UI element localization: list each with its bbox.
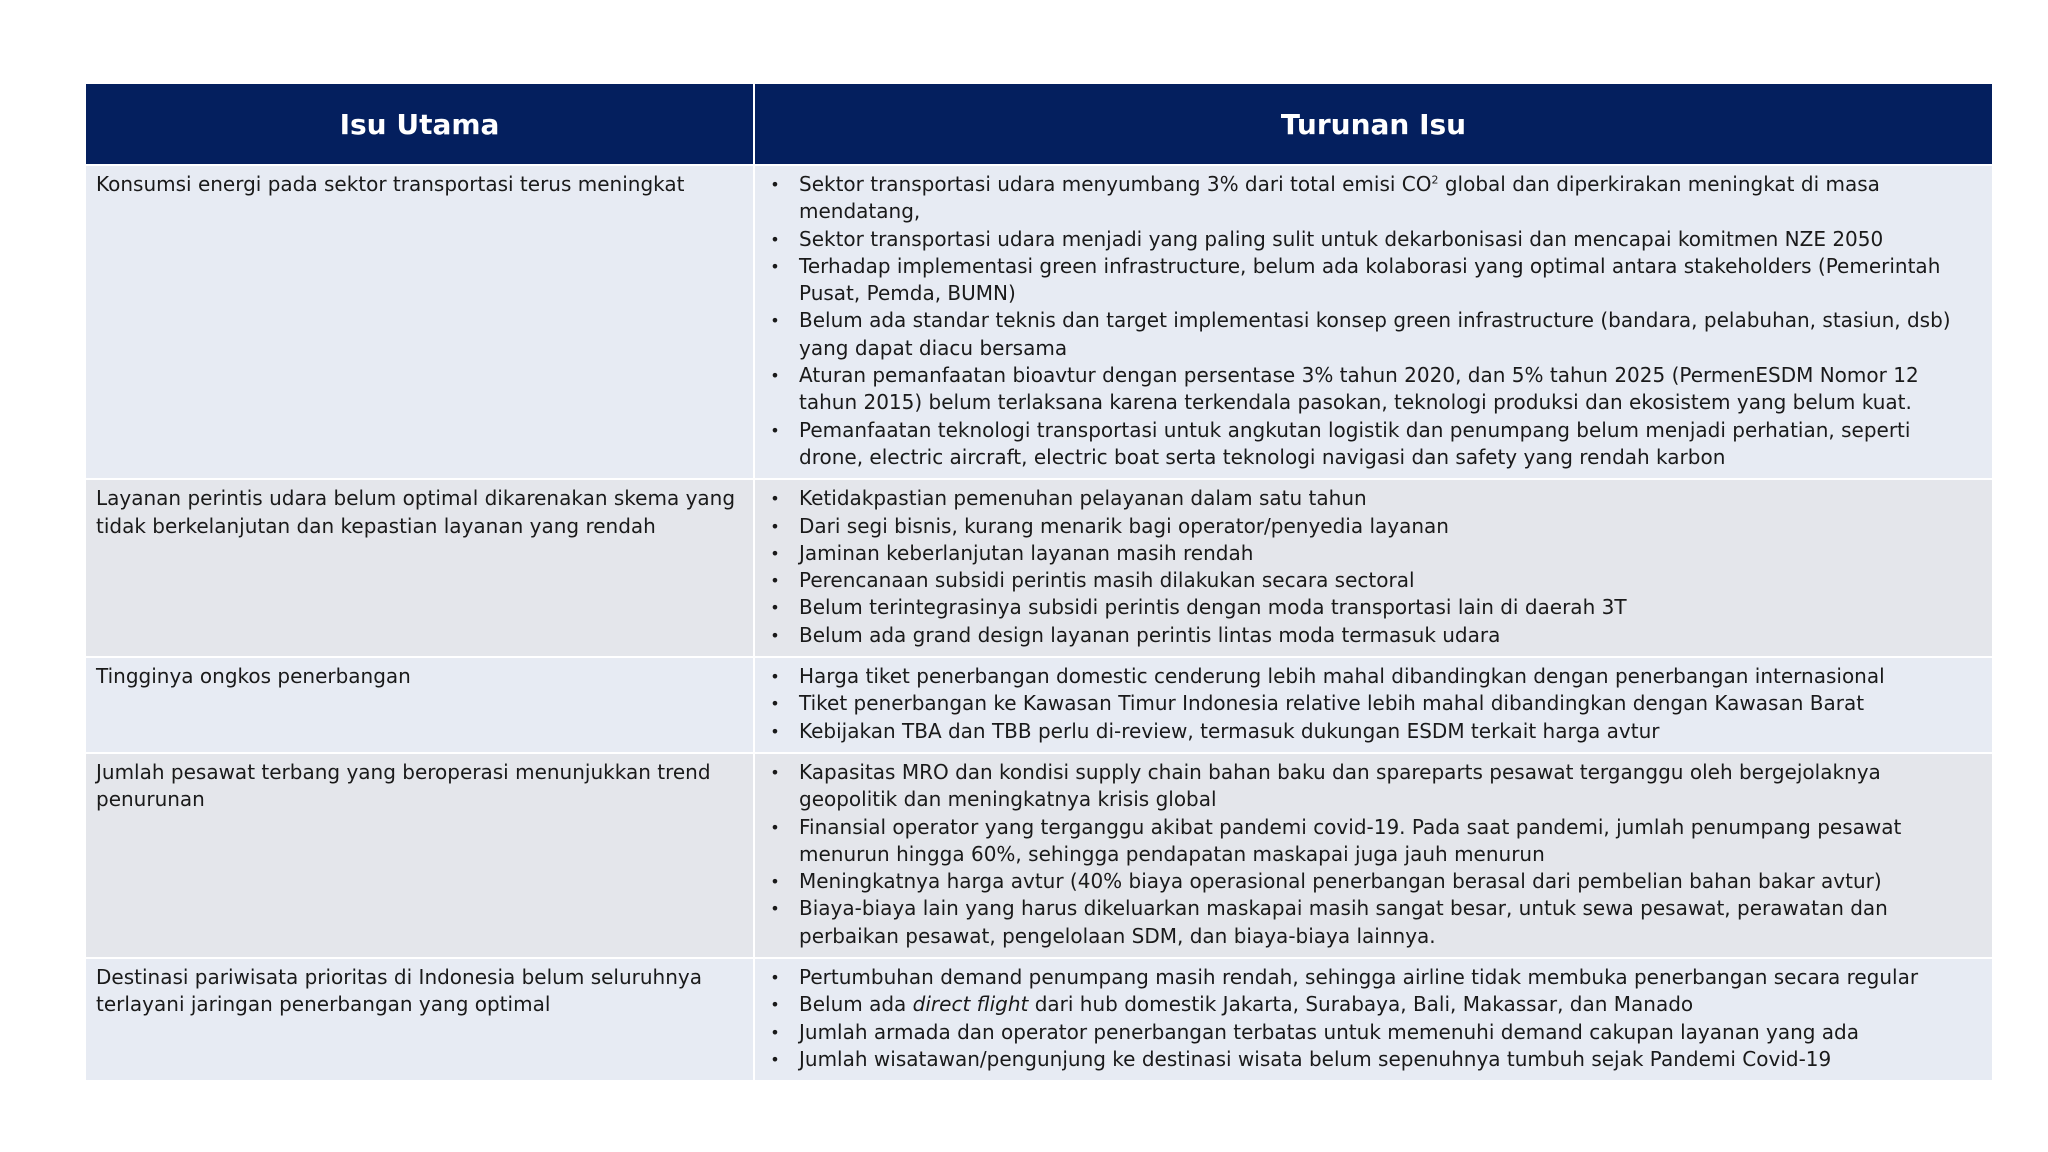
list-item: [765, 1019, 1980, 1046]
list-item: [765, 868, 1980, 895]
derived-issues-list: [765, 663, 1980, 745]
derived-issues-list: [765, 485, 1980, 649]
bullet-icon: •: [770, 256, 780, 276]
bullet-icon: •: [770, 366, 780, 386]
list-item-text: Pertumbuhan demand penumpang masih rendah, sehingga airline tidak membuka penerbangan secara regular: [799, 965, 1919, 990]
list-item-text: Jaminan keberlanjutan layanan masih rendah: [799, 540, 1254, 565]
list-item-text: Sektor transportasi udara menyumbang 3% dari total emisi CO: [799, 172, 1432, 196]
list-item: [765, 1046, 1980, 1073]
list-item-text: Belum ada grand design layanan perintis lintas moda termasuk udara: [799, 622, 1501, 647]
list-item-text: global dan diperkirakan meningkat di masa mendatang,: [799, 172, 1880, 224]
list-item: [765, 226, 1980, 253]
list-item: [765, 759, 1980, 814]
bullet-icon: •: [770, 1022, 780, 1042]
issue-cell: Jumlah pesawat terbang yang beroperasi menunjukkan trend penurunan: [86, 754, 755, 957]
list-item: [765, 690, 1980, 717]
derived-issues-cell: [755, 480, 1992, 656]
bullet-icon: •: [770, 229, 780, 249]
issue-cell: Konsumsi energi pada sektor transportasi terus meningkat: [86, 166, 755, 478]
derived-issues-cell: [755, 959, 1992, 1080]
list-item: [765, 814, 1980, 869]
bullet-icon: •: [770, 420, 780, 440]
list-item-text: Terhadap implementasi green infrastructure, belum ada kolaborasi yang optimal antara stakeholders (Pemerintah Pusat, Pemda, BUMN): [799, 253, 1941, 306]
derived-issues-cell: [755, 658, 1992, 752]
list-item-text: Meningkatnya harga avtur (40% biaya operasional penerbangan berasal dari pembelian bahan bakar avtur): [799, 869, 1882, 894]
bullet-icon: •: [770, 667, 780, 687]
table-body: [86, 164, 1992, 1080]
bullet-icon: •: [770, 625, 780, 645]
table-row: [86, 957, 1992, 1080]
list-item: [765, 417, 1980, 472]
bullet-icon: •: [770, 175, 780, 194]
list-item-text: Finansial operator yang terganggu akibat pandemi covid-19. Pada saat pandemi, jumlah penumpang pesawat menurun hingga 60%, sehingga pendapatan maskapai juga jauh menurun: [799, 814, 1902, 866]
list-item: [765, 991, 1980, 1018]
bullet-icon: •: [770, 311, 780, 331]
list-item-text: dari hub domestik Jakarta, Surabaya, Bali, Makassar, dan Manado: [1028, 992, 1694, 1017]
table-header: [86, 84, 1992, 164]
issue-cell: Layanan perintis udara belum optimal dikarenakan skema yang tidak berkelanjutan dan kepastian layanan yang rendah: [86, 480, 755, 656]
derived-issues-list: [765, 759, 1980, 950]
list-item-text: Perencanaan subsidi perintis masih dilakukan secara sectoral: [799, 568, 1415, 593]
table-row: [86, 164, 1992, 478]
list-item: [765, 253, 1980, 308]
list-item: [765, 622, 1980, 649]
bullet-icon: •: [770, 543, 780, 563]
bullet-icon: •: [770, 516, 780, 536]
list-item: [765, 594, 1980, 621]
bullet-icon: •: [770, 721, 780, 741]
bullet-icon: •: [770, 872, 780, 892]
list-item-text: Harga tiket penerbangan domestic cenderung lebih mahal dibandingkan dengan penerbangan internasional: [799, 664, 1885, 689]
list-item: [765, 718, 1980, 745]
bullet-icon: •: [770, 817, 780, 837]
issue-cell: Destinasi pariwisata prioritas di Indonesia belum seluruhnya terlayani jaringan penerbangan yang optimal: [86, 959, 755, 1080]
derived-issues-cell: [755, 754, 1992, 957]
list-item-text: Tiket penerbangan ke Kawasan Timur Indonesia relative lebih mahal dibandingkan dengan Kawasan Barat: [799, 691, 1865, 716]
derived-issues-list: [765, 171, 1980, 471]
list-item: [765, 513, 1980, 540]
list-item: [765, 540, 1980, 567]
list-item: [765, 485, 1980, 512]
header-isu-utama: Isu Utama: [86, 84, 755, 164]
list-item-text: Biaya-biaya lain yang harus dikeluarkan maskapai masih sangat besar, untuk sewa pesawat, perawatan dan perbaikan pesawat, pengelolaan SDM, dan biaya-biaya lainnya.: [799, 896, 1888, 948]
list-item-text: Jumlah armada dan operator penerbangan terbatas untuk memenuhi demand cakupan layanan yang ada: [799, 1019, 1860, 1044]
list-item: [765, 663, 1980, 690]
list-item: [765, 362, 1980, 417]
table-row: [86, 752, 1992, 957]
bullet-icon: •: [770, 968, 780, 988]
header-turunan-isu: Turunan Isu: [1280, 107, 1467, 141]
list-item-text: Kebijakan TBA dan TBB perlu di-review, termasuk dukungan ESDM terkait harga avtur: [799, 718, 1660, 743]
derived-issues-cell: [755, 166, 1992, 478]
list-item: [765, 567, 1980, 594]
list-item-text: Ketidakpastian pemenuhan pelayanan dalam satu tahun: [799, 486, 1367, 511]
list-item-text: Sektor transportasi udara menjadi yang paling sulit untuk dekarbonisasi dan mencapai komitmen NZE 2050: [799, 226, 1884, 251]
emphasized-text: direct flight: [912, 992, 1029, 1017]
bullet-icon: •: [770, 1049, 780, 1069]
bullet-icon: •: [770, 571, 780, 591]
list-item-text: Pemanfaatan teknologi transportasi untuk angkutan logistik dan penumpang belum menjadi perhatian, seperti drone, electric aircraft, electric boat serta teknologi navigasi dan safety yang rendah karbon: [799, 417, 1911, 469]
list-item-text: Dari segi bisnis, kurang menarik bagi operator/penyedia layanan: [799, 513, 1449, 538]
bullet-icon: •: [770, 598, 780, 618]
list-item: [765, 964, 1980, 991]
issue-cell: Tingginya ongkos penerbangan: [86, 658, 755, 752]
subscript-number: 2: [1431, 173, 1439, 187]
bullet-icon: •: [770, 694, 780, 714]
bullet-icon: •: [770, 489, 780, 509]
bullet-icon: •: [770, 899, 780, 919]
list-item: [765, 895, 1980, 950]
derived-issues-list: [765, 964, 1980, 1073]
bullet-icon: •: [770, 762, 780, 782]
list-item-text: Kapasitas MRO dan kondisi supply chain bahan baku dan spareparts pesawat terganggu oleh bergejolaknya geopolitik dan meningkatnya krisis global: [799, 759, 1881, 812]
bullet-icon: •: [770, 995, 780, 1015]
list-item-text: Belum ada: [799, 992, 913, 1017]
table-row: [86, 478, 1992, 656]
list-item-text: Jumlah wisatawan/pengunjung ke destinasi wisata belum sepenuhnya tumbuh sejak Pandemi Covid-19: [799, 1046, 1832, 1071]
list-item-text: Belum ada standar teknis dan target implementasi konsep green infrastructure (bandara, pelabuhan, stasiun, dsb) yang dapat diacu bersama: [799, 308, 1951, 360]
list-item: [765, 307, 1980, 362]
list-item-text: Belum terintegrasinya subsidi perintis dengan moda transportasi lain di daerah 3T: [799, 595, 1627, 620]
list-item: [765, 171, 1980, 226]
list-item-text: Aturan pemanfaatan bioavtur dengan persentase 3% tahun 2020, dan 5% tahun 2025 (PermenESDM Nomor 12 tahun 2015) belum terlaksana karena terkendala pasokan, teknologi produksi dan ekosistem yang belum kuat.: [799, 363, 1919, 415]
table-row: [86, 656, 1992, 752]
issues-table: [86, 84, 1992, 1080]
